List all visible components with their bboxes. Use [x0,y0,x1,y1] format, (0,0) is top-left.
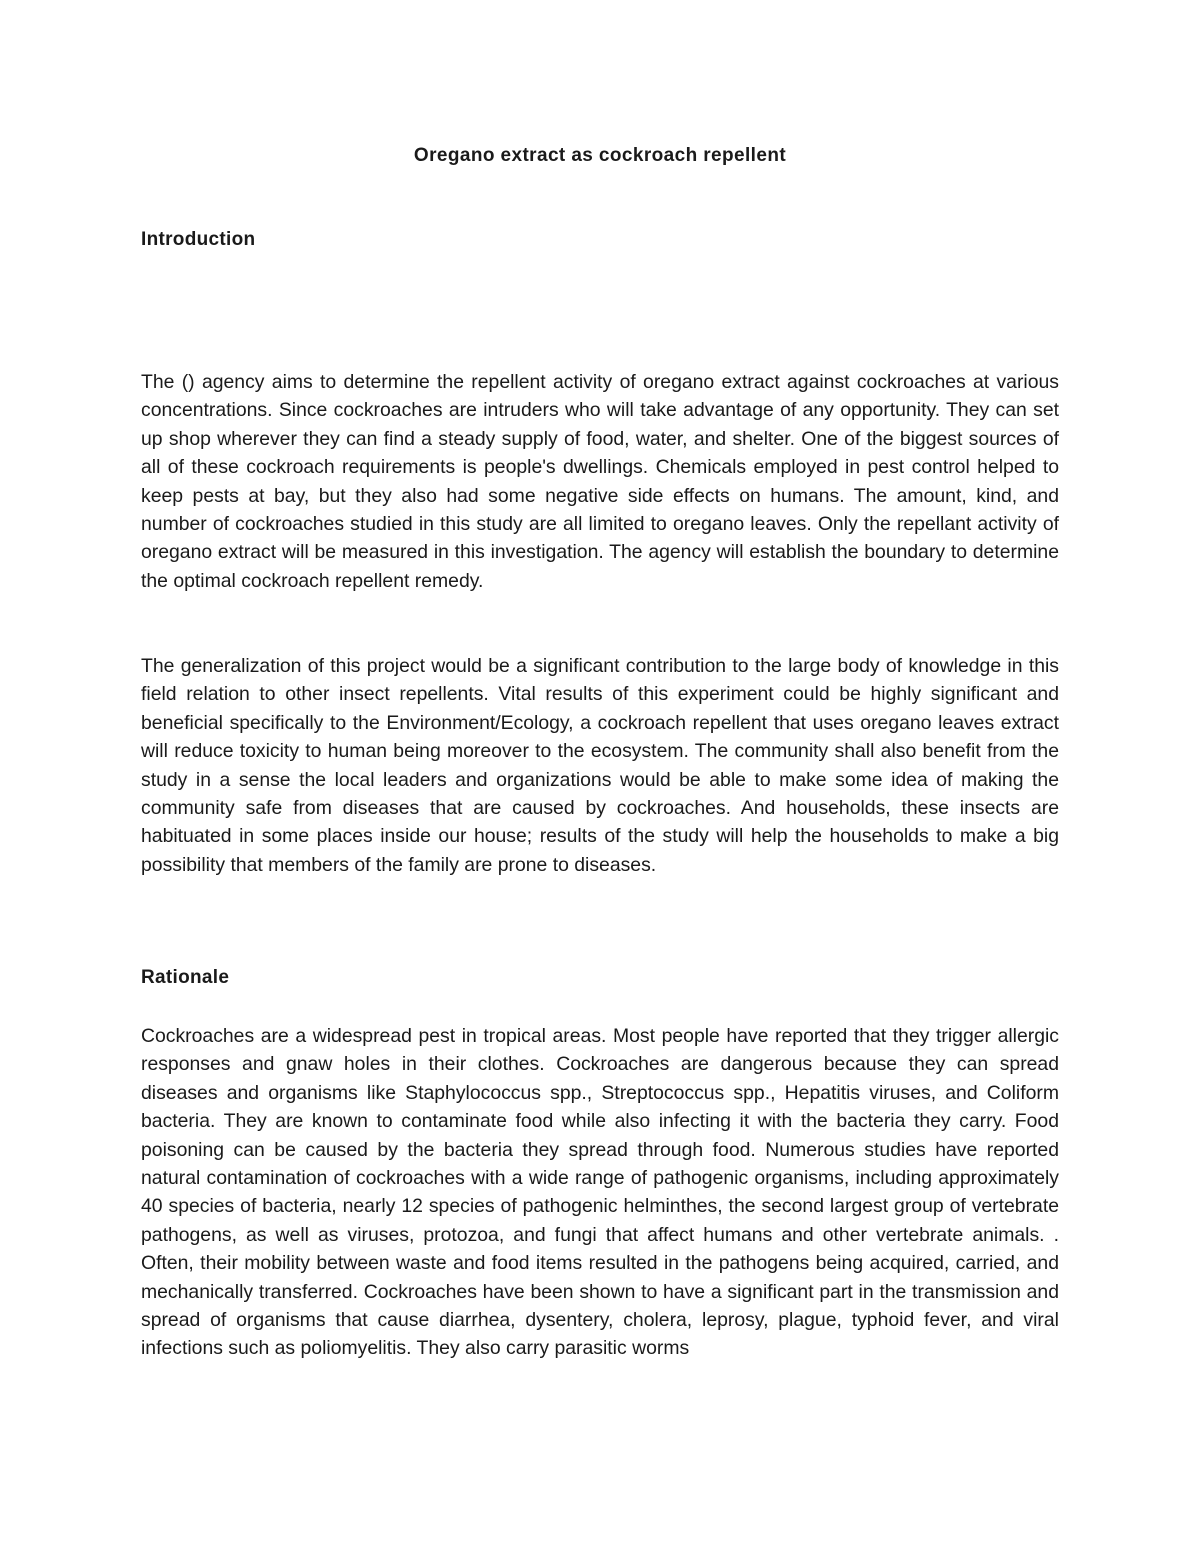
rationale-heading: Rationale [141,967,230,988]
introduction-paragraph-2: The generalization of this project would be a significant contribution to the large body of knowledge in this field relation to other insect repellents. Vital results of this experiment could be highly significant and beneficial specifically to the Environment/Ecology, a cockroach repellent that uses oregano leaves extract will reduce toxicity to human being moreover to the ecosystem. The community shall also benefit from the study in a sense the local leaders and organizations would be able to make some idea of making the community safe from diseases that are caused by cockroaches. And households, these insects are habituated in some places inside our house; results of the study will help the households to make a big possibility that members of the family are prone to diseases. [141,655,1059,876]
document-title: Oregano extract as cockroach repellent [413,145,787,166]
rationale-paragraph-1: Cockroaches are a widespread pest in tropical areas. Most people have reported that they trigger allergic responses and gnaw holes in their clothes. Cockroaches are dangerous because they can spread diseases and organisms like Staphylococcus spp., Streptococcus spp., Hepatitis viruses, and Coliform bacteria. They are known to contaminate food while also infecting it with the bacteria they carry. Food poisoning can be caused by the bacteria they spread through food. Numerous studies have reported natural contamination of cockroaches with a wide range of pathogenic organisms, including approximately 40 species of bacteria, nearly 12 species of pathogenic helminthes, the second largest group of vertebrate pathogens, as well as viruses, protozoa, and fungi that affect humans and other vertebrate animals. . Often, their mobility between waste and food items resulted in the pathogens being acquired, carried, and mechanically transferred. Cockroaches have been shown to have a significant part in the transmission and spread of organisms that cause diarrhea, dysentery, cholera, leprosy, plague, typhoid fever, and viral infections such as poliomyelitis. They also carry parasitic worms [141,1025,1059,1360]
introduction-heading: Introduction [141,229,256,250]
introduction-paragraph-1: The () agency aims to determine the repellent activity of oregano extract against cockroaches at various concentrations. Since cockroaches are intruders who will take advantage of any opportunity. They can set up shop wherever they can find a steady supply of food, water, and shelter. One of the biggest sources of all of these cockroach requirements is people's dwellings. Chemicals employed in pest control helped to keep pests at bay, but they also had some negative side effects on humans. The amount, kind, and number of cockroaches studied in this study are all limited to oregano leaves. Only the repellant activity of oregano extract will be measured in this investigation. The agency will establish the boundary to determine the optimal cockroach repellent remedy. [141,371,1059,592]
